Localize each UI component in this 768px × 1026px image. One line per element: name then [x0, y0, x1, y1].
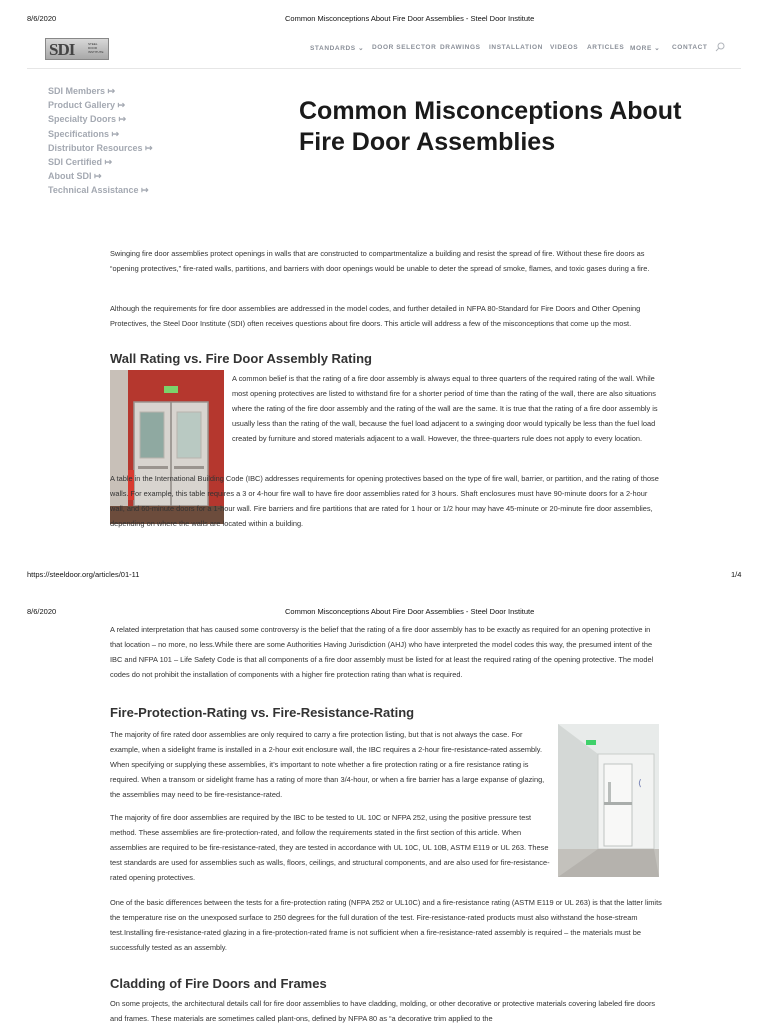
wall-rating-paragraph-2-text: A table in the International Building Code (IBC) addresses requirements for opening protectives based on the type of fire wall, barrier, or partition, and the rating of those walls. For example, this table requires a 3 or 4-hour fire wall to have fire door assemblies rated for 3 hours. Shaft enclosures must have 90-minute doors for a 2-hour wall, and 60-minute doors for a 1-hour wall. Fire barriers and fire partitions that are rated for 1 hour or 1/2 hour may have 45-minute or 20-minute fire door assemblies, depending on where the walls are located within a building.	[110, 474, 659, 528]
print-date-page2: 8/6/2020	[27, 607, 57, 616]
logo-text: SDI	[49, 40, 75, 59]
section-heading-protection-vs-resistance: Fire-Protection-Rating vs. Fire-Resistance-Rating	[110, 705, 415, 720]
sidebar-item-specialty-doors[interactable]: Specialty Doors ↦	[48, 114, 127, 125]
sidebar-item-product-gallery[interactable]: Product Gallery ↦	[48, 100, 126, 111]
sidebar-item-specifications[interactable]: Specifications ↦	[48, 128, 120, 139]
print-footer-url: https://steeldoor.org/articles/01-11	[27, 570, 140, 579]
nav-door-selector[interactable]: DOOR SELECTOR	[372, 44, 437, 51]
corridor-fire-door-illustration	[558, 724, 659, 877]
sidebar-item-sdi-certified[interactable]: SDI Certified ↦	[48, 157, 113, 168]
page-title: Common Misconceptions About Fire Door Assemblies	[299, 97, 682, 156]
nav-videos[interactable]: VIDEOS	[550, 44, 579, 51]
intro-paragraph-2: Although the requirements for fire door assemblies are addressed in the model codes, and further detailed in NFPA 80-Standard for Fire Doors and Other Opening Protectives, the Steel Door Institute (SDI) often receives questions about fire doors. This article will address a few of the misconceptions that come up the most.	[110, 304, 641, 328]
cladding-paragraph: On some projects, the architectural details call for fire door assemblies to have cladding, molding, or other decorative or protective materials covering labeled fire doors and frames. These materials are sometimes called plant-ons, defined by NFPA 80 as “a decorative trim applied to the	[110, 999, 656, 1023]
sidebar-item-technical-assistance[interactable]: Technical Assistance ↦	[48, 185, 149, 196]
section-heading-wall-rating: Wall Rating vs. Fire Door Assembly Rating	[110, 351, 372, 366]
svg-text:⟨: ⟨	[638, 779, 642, 789]
rating-interpretation-paragraph: A related interpretation that has caused some controversy is the belief that the rating of a fire door assembly has to be exactly as required for an opening protective in that location – no more, no less.While there are some Authorities Having Jurisdiction (AHJ) who have interpreted the model codes this way, the presumed intent of the IBC and NFPA 101 – Life Safety Code is that all components of a fire door assembly must be listed for at least the required rating of the opening protective. The model codes do not prohibit the installation of components with a higher fire protection rating than what is required.	[110, 625, 654, 679]
protection-rating-paragraph-2: The majority of fire door assemblies are required by the IBC to be tested to UL 10C or NFPA 252, using the positive pressure test method. These assemblies are fire-protection-rated, and follow the requirements stated in the first section of this article. When assemblies are required to be fire-resistance-rated, they are tested in accordance with UL 10C, UL 10B, ASTM E119 or UL 263. These test standards are used for assemblies such as walls, floors, ceilings, and structural components, and are also used for fire-resistance-rated opening protectives.	[110, 813, 550, 882]
wall-rating-paragraph-2	[110, 471, 662, 531]
nav-standards[interactable]: STANDARDS ⌄	[310, 45, 365, 52]
print-doc-title: Common Misconceptions About Fire Door Assemblies - Steel Door Institute	[285, 14, 535, 23]
sidebar-item-sdi-members[interactable]: SDI Members ↦	[48, 86, 116, 96]
sidebar-item-distributor-resources[interactable]: Distributor Resources ↦	[48, 142, 153, 153]
nav-more[interactable]: MORE ⌄	[630, 45, 661, 52]
sidebar-item-about-sdi[interactable]: About SDI ↦	[48, 171, 102, 182]
wall-rating-paragraph-1: A common belief is that the rating of a fire door assembly is always equal to three quarters of the required rating of the wall. While most opening protectives are listed to withstand fire for a shorter period of time than the rating of the wall, there are also situations where the rating of the fire door assembly and the rating of the wall are the same. It is true that the rating of a fire door assembly is usually less than the rating of the wall, because the fuel load adjacent to a swinging door would typically be less than the fuel load created by furniture and stored materials adjacent to a wall. However, the three-quarters rule does not apply to every location.	[232, 374, 658, 443]
nav-drawings[interactable]: DRAWINGS	[440, 44, 481, 51]
search-icon[interactable]	[715, 42, 725, 52]
section-heading-cladding: Cladding of Fire Doors and Frames	[110, 976, 327, 991]
corridor-door-photo	[558, 724, 659, 877]
print-date: 8/6/2020	[27, 14, 57, 23]
print-doc-title-page2: Common Misconceptions About Fire Door Assemblies - Steel Door Institute	[285, 607, 535, 616]
nav-articles[interactable]: ARTICLES	[587, 44, 625, 51]
sdi-logo[interactable]	[45, 38, 109, 60]
protection-rating-paragraph-1: The majority of fire rated door assemblies are only required to carry a fire protection listing, but that is not always the case. For example, when a sidelight frame is installed in a 2-hour exit enclosure wall, the IBC requires a 2-hour fire-resistance-rated assembly. When specifying or supplying these assemblies, it’s important to note whether a fire protection rating or a fire resistance rating is required. When a transom or sidelight frame has a rating of more than 3/4-hour, or when a fire barrier has a large expanse of glazing, the assemblies may need to be fire-resistance-rated.	[110, 730, 545, 799]
nav-installation[interactable]: INSTALLATION	[489, 44, 543, 51]
print-footer-page: 1/4	[731, 570, 742, 579]
intro-paragraph-1: Swinging fire door assemblies protect openings in walls that are constructed to compartmentalize a building and resist the spread of fire. Without these fire doors as “opening protectives,” fire-rated walls, partitions, and barriers with door openings would be unable to deter the spread of smoke, flames, and toxic gases during a fire.	[110, 249, 650, 273]
header-divider	[27, 68, 741, 69]
nav-contact[interactable]: CONTACT	[672, 44, 708, 51]
protection-rating-paragraph-3: One of the basic differences between the tests for a fire-protection rating (NFPA 252 or UL10C) and a fire-resistance rating (ASTM E119 or UL 263) is that the latter limits the temperature rise on the unexposed surface to 250 degrees for the full duration of the test. Fire-resistance-rated products must also withstand the hose-stream test.Installing fire-resistance-rated glazing in a fire-protection-rated frame is not sufficient when a fire-resistance-rated assembly is required – the materials must be successfully tested as an assembly.	[110, 898, 662, 952]
sidebar-menu	[48, 84, 218, 198]
logo-subtext: STEEL DOOR INSTITUTE	[88, 42, 104, 54]
